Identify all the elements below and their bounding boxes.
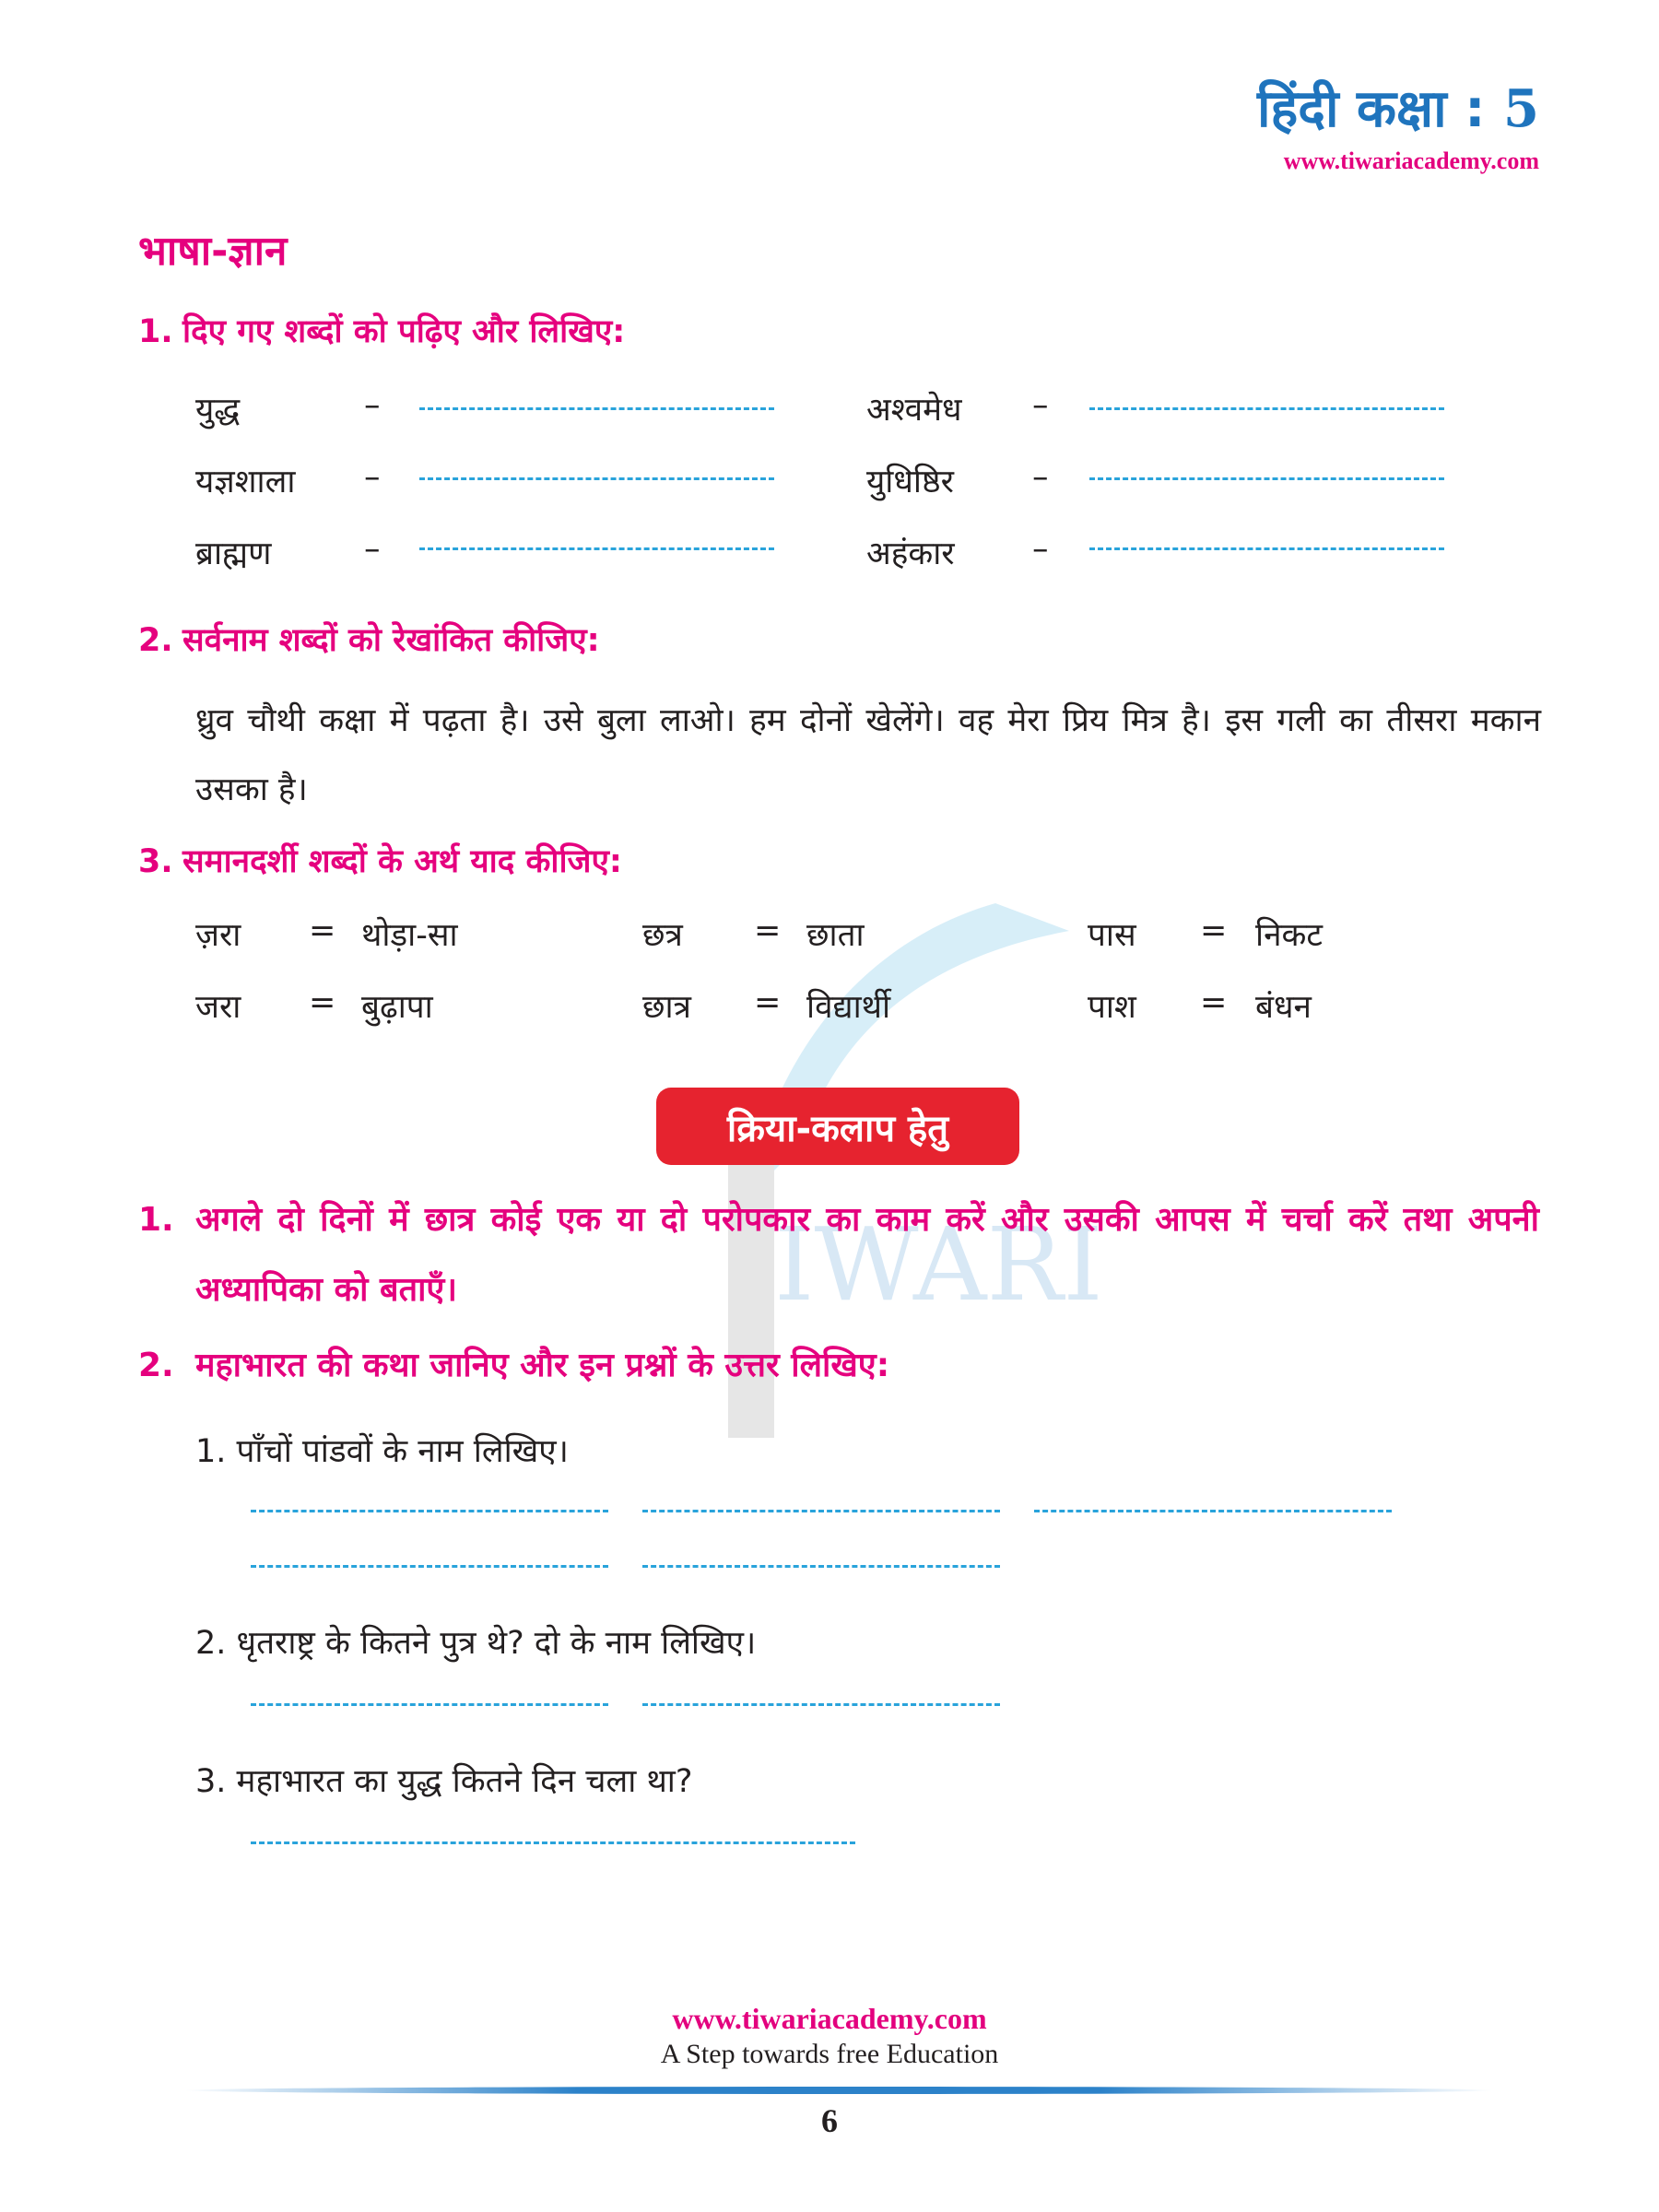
answer-blank[interactable]	[419, 406, 774, 410]
sub-question-number: 1.	[195, 1433, 227, 1470]
page-number: 6	[821, 2102, 838, 2139]
similar-word: जरा	[195, 989, 241, 1026]
equals-sign: =	[754, 984, 782, 1021]
word-right-3: अहंकार	[866, 535, 955, 572]
question-number: 2.	[138, 622, 173, 659]
answer-blank[interactable]	[251, 1840, 855, 1844]
question-1-heading	[138, 309, 625, 352]
question-text: सर्वनाम शब्दों को रेखांकित कीजिए:	[182, 622, 600, 659]
header-class-number: 5	[1503, 78, 1539, 139]
dash-separator: –	[364, 531, 381, 568]
equals-sign: =	[1200, 912, 1228, 949]
header-title-text: हिंदी कक्षा :	[1257, 79, 1486, 139]
dash-separator: –	[364, 459, 381, 496]
answer-blank[interactable]	[1089, 476, 1444, 480]
header-url[interactable]: www.tiwariacademy.com	[1283, 147, 1539, 174]
watermark-text: IWARI	[774, 1206, 1103, 1324]
answer-blank[interactable]	[642, 1563, 1000, 1568]
question-text: दिए गए शब्दों को पढ़िए और लिखिए:	[182, 313, 626, 350]
activity-1	[138, 1185, 1539, 1325]
dash-separator: –	[364, 387, 381, 424]
footer-tagline: A Step towards free Education	[660, 2039, 999, 2069]
activity-section-badge: क्रिया-कलाप हेतु	[656, 1088, 1019, 1165]
word-left-1: युद्ध	[195, 392, 241, 429]
pronoun-paragraph: ध्रुव चौथी कक्षा में पढ़ता है। उसे बुला लाओ। हम दोनों खेलेंगे। वह मेरा प्रिय मित्र है। इस गली का तीसरा मकान उसका है।	[195, 702, 1541, 808]
footer-divider	[184, 2087, 1493, 2094]
word-right-2: युधिष्ठिर	[866, 464, 954, 500]
equals-sign: =	[754, 912, 782, 949]
word-meaning: छाता	[806, 917, 865, 954]
question-text: समानदर्शी शब्दों के अर्थ याद कीजिए:	[182, 843, 622, 880]
sub-question-1	[195, 1429, 569, 1472]
sub-question-number: 2.	[195, 1625, 227, 1662]
similar-word: पाश	[1088, 989, 1136, 1026]
activity-2-heading	[138, 1341, 889, 1386]
dash-separator: –	[1032, 531, 1049, 568]
section-heading-bhasha-gyan: भाषा-ज्ञान	[138, 228, 288, 275]
similar-word: छात्र	[642, 989, 691, 1026]
activity-number: 2.	[138, 1347, 174, 1384]
sub-question-text: धृतराष्ट्र के कितने पुत्र थे? दो के नाम लिखिए।	[236, 1625, 757, 1662]
word-meaning: विद्यार्थी	[806, 989, 891, 1026]
answer-blank[interactable]	[1089, 546, 1444, 550]
dash-separator: –	[1032, 459, 1049, 496]
word-meaning: निकट	[1255, 917, 1324, 954]
equals-sign: =	[1200, 984, 1228, 1021]
sub-question-number: 3.	[195, 1763, 227, 1800]
activity-text: महाभारत की कथा जानिए और इन प्रश्नों के उत्तर लिखिए:	[195, 1347, 890, 1384]
answer-blank[interactable]	[419, 476, 774, 480]
activity-text: अगले दो दिनों में छात्र कोई एक या दो परोपकार का काम करें और उसकी आपस में चर्चा करें तथा अपनी अध्यापिका को बताएँ।	[195, 1201, 1539, 1309]
answer-blank[interactable]	[251, 1508, 608, 1512]
word-meaning: बुढ़ापा	[361, 989, 433, 1026]
answer-blank[interactable]	[251, 1701, 608, 1706]
similar-word: छत्र	[642, 917, 683, 954]
question-2-heading	[138, 618, 600, 661]
word-right-1: अश्वमेध	[866, 392, 962, 429]
footer-url[interactable]: www.tiwariacademy.com	[672, 2002, 987, 2035]
similar-word: ज़रा	[195, 917, 241, 954]
equals-sign: =	[309, 984, 336, 1021]
dash-separator: –	[1032, 387, 1049, 424]
answer-blank[interactable]	[251, 1563, 608, 1568]
word-left-3: ब्राह्मण	[195, 535, 272, 572]
question-number: 3.	[138, 843, 173, 880]
activity-number: 1.	[138, 1201, 174, 1239]
question-number: 1.	[138, 313, 173, 350]
sub-question-2	[195, 1620, 756, 1664]
answer-blank[interactable]	[1034, 1508, 1392, 1512]
sub-question-text: पाँचों पांडवों के नाम लिखिए।	[236, 1433, 569, 1470]
word-left-2: यज्ञशाला	[195, 464, 296, 500]
sub-question-3	[195, 1759, 692, 1802]
answer-blank[interactable]	[1089, 406, 1444, 410]
equals-sign: =	[309, 912, 336, 949]
answer-blank[interactable]	[419, 546, 774, 550]
similar-word: पास	[1088, 917, 1136, 954]
answer-blank[interactable]	[642, 1508, 1000, 1512]
page-header-title	[1257, 72, 1539, 142]
question-3-heading	[138, 839, 622, 882]
word-meaning: थोड़ा-सा	[361, 917, 458, 954]
word-meaning: बंधन	[1255, 989, 1312, 1026]
sub-question-text: महाभारत का युद्ध कितने दिन चला था?	[236, 1763, 693, 1800]
answer-blank[interactable]	[642, 1701, 1000, 1706]
